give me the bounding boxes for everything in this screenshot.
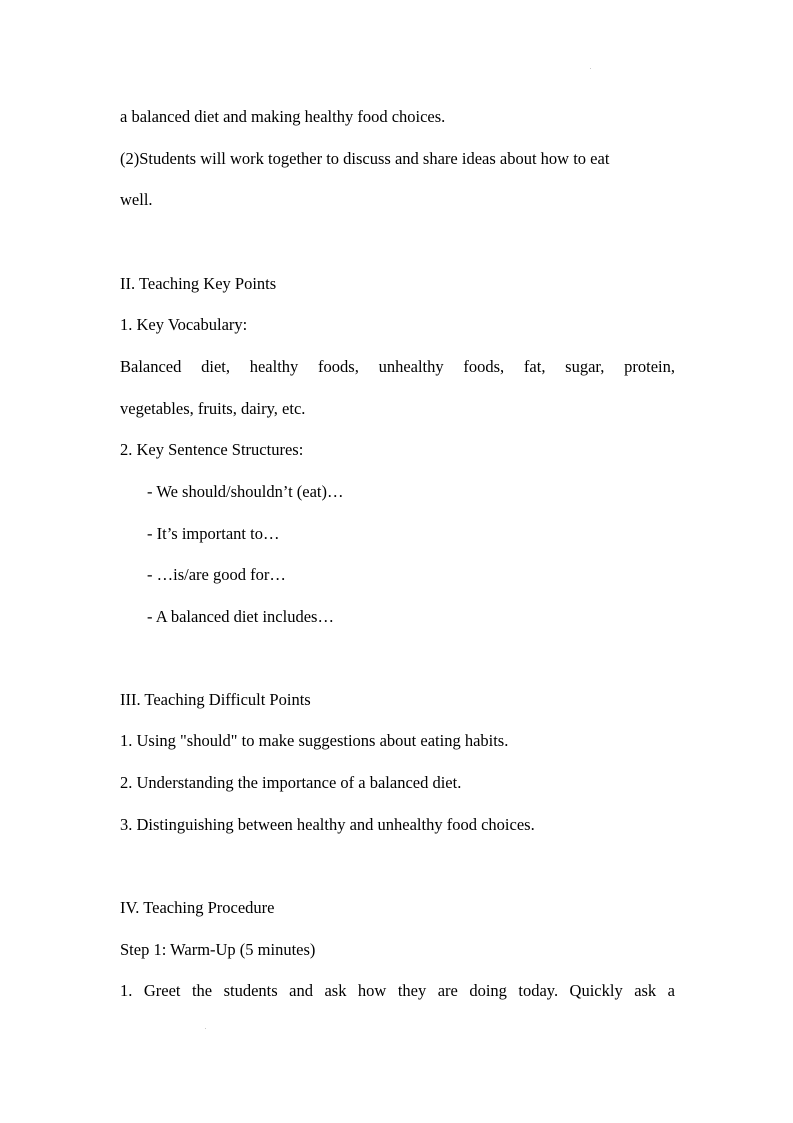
- structure-item: - We should/shouldn’t (eat)…: [147, 482, 344, 501]
- difficult-point-item: 3. Distinguishing between healthy and unhealthy food choices.: [120, 815, 535, 834]
- vocab-line-1: Balanced diet, healthy foods, unhealthy foods, fat, sugar, protein,: [120, 357, 675, 376]
- structure-item: - A balanced diet includes…: [147, 607, 334, 626]
- vocab-line-2: vegetables, fruits, dairy, etc.: [120, 399, 306, 418]
- objectives-line-2: (2)Students will work together to discuss and share ideas about how to eat: [120, 149, 610, 168]
- difficult-point-item: 2. Understanding the importance of a balanced diet.: [120, 773, 462, 792]
- step1-heading: Step 1: Warm-Up (5 minutes): [120, 940, 316, 959]
- structure-item: - …is/are good for…: [147, 565, 286, 584]
- vocab-heading: 1. Key Vocabulary:: [120, 315, 248, 334]
- scan-speck: [590, 68, 591, 69]
- objectives-line-1: a balanced diet and making healthy food choices.: [120, 107, 446, 126]
- key-points-heading: II. Teaching Key Points: [120, 274, 277, 293]
- difficult-point-item: 1. Using "should" to make suggestions about eating habits.: [120, 731, 509, 750]
- step1-line-1: 1. Greet the students and ask how they are doing today. Quickly ask a: [120, 981, 675, 1000]
- difficult-points-heading: III. Teaching Difficult Points: [120, 690, 311, 709]
- scan-speck: [205, 1028, 206, 1029]
- procedure-heading: IV. Teaching Procedure: [120, 898, 275, 917]
- structure-item: - It’s important to…: [147, 524, 280, 543]
- objectives-line-3: well.: [120, 190, 153, 209]
- structures-heading: 2. Key Sentence Structures:: [120, 440, 304, 459]
